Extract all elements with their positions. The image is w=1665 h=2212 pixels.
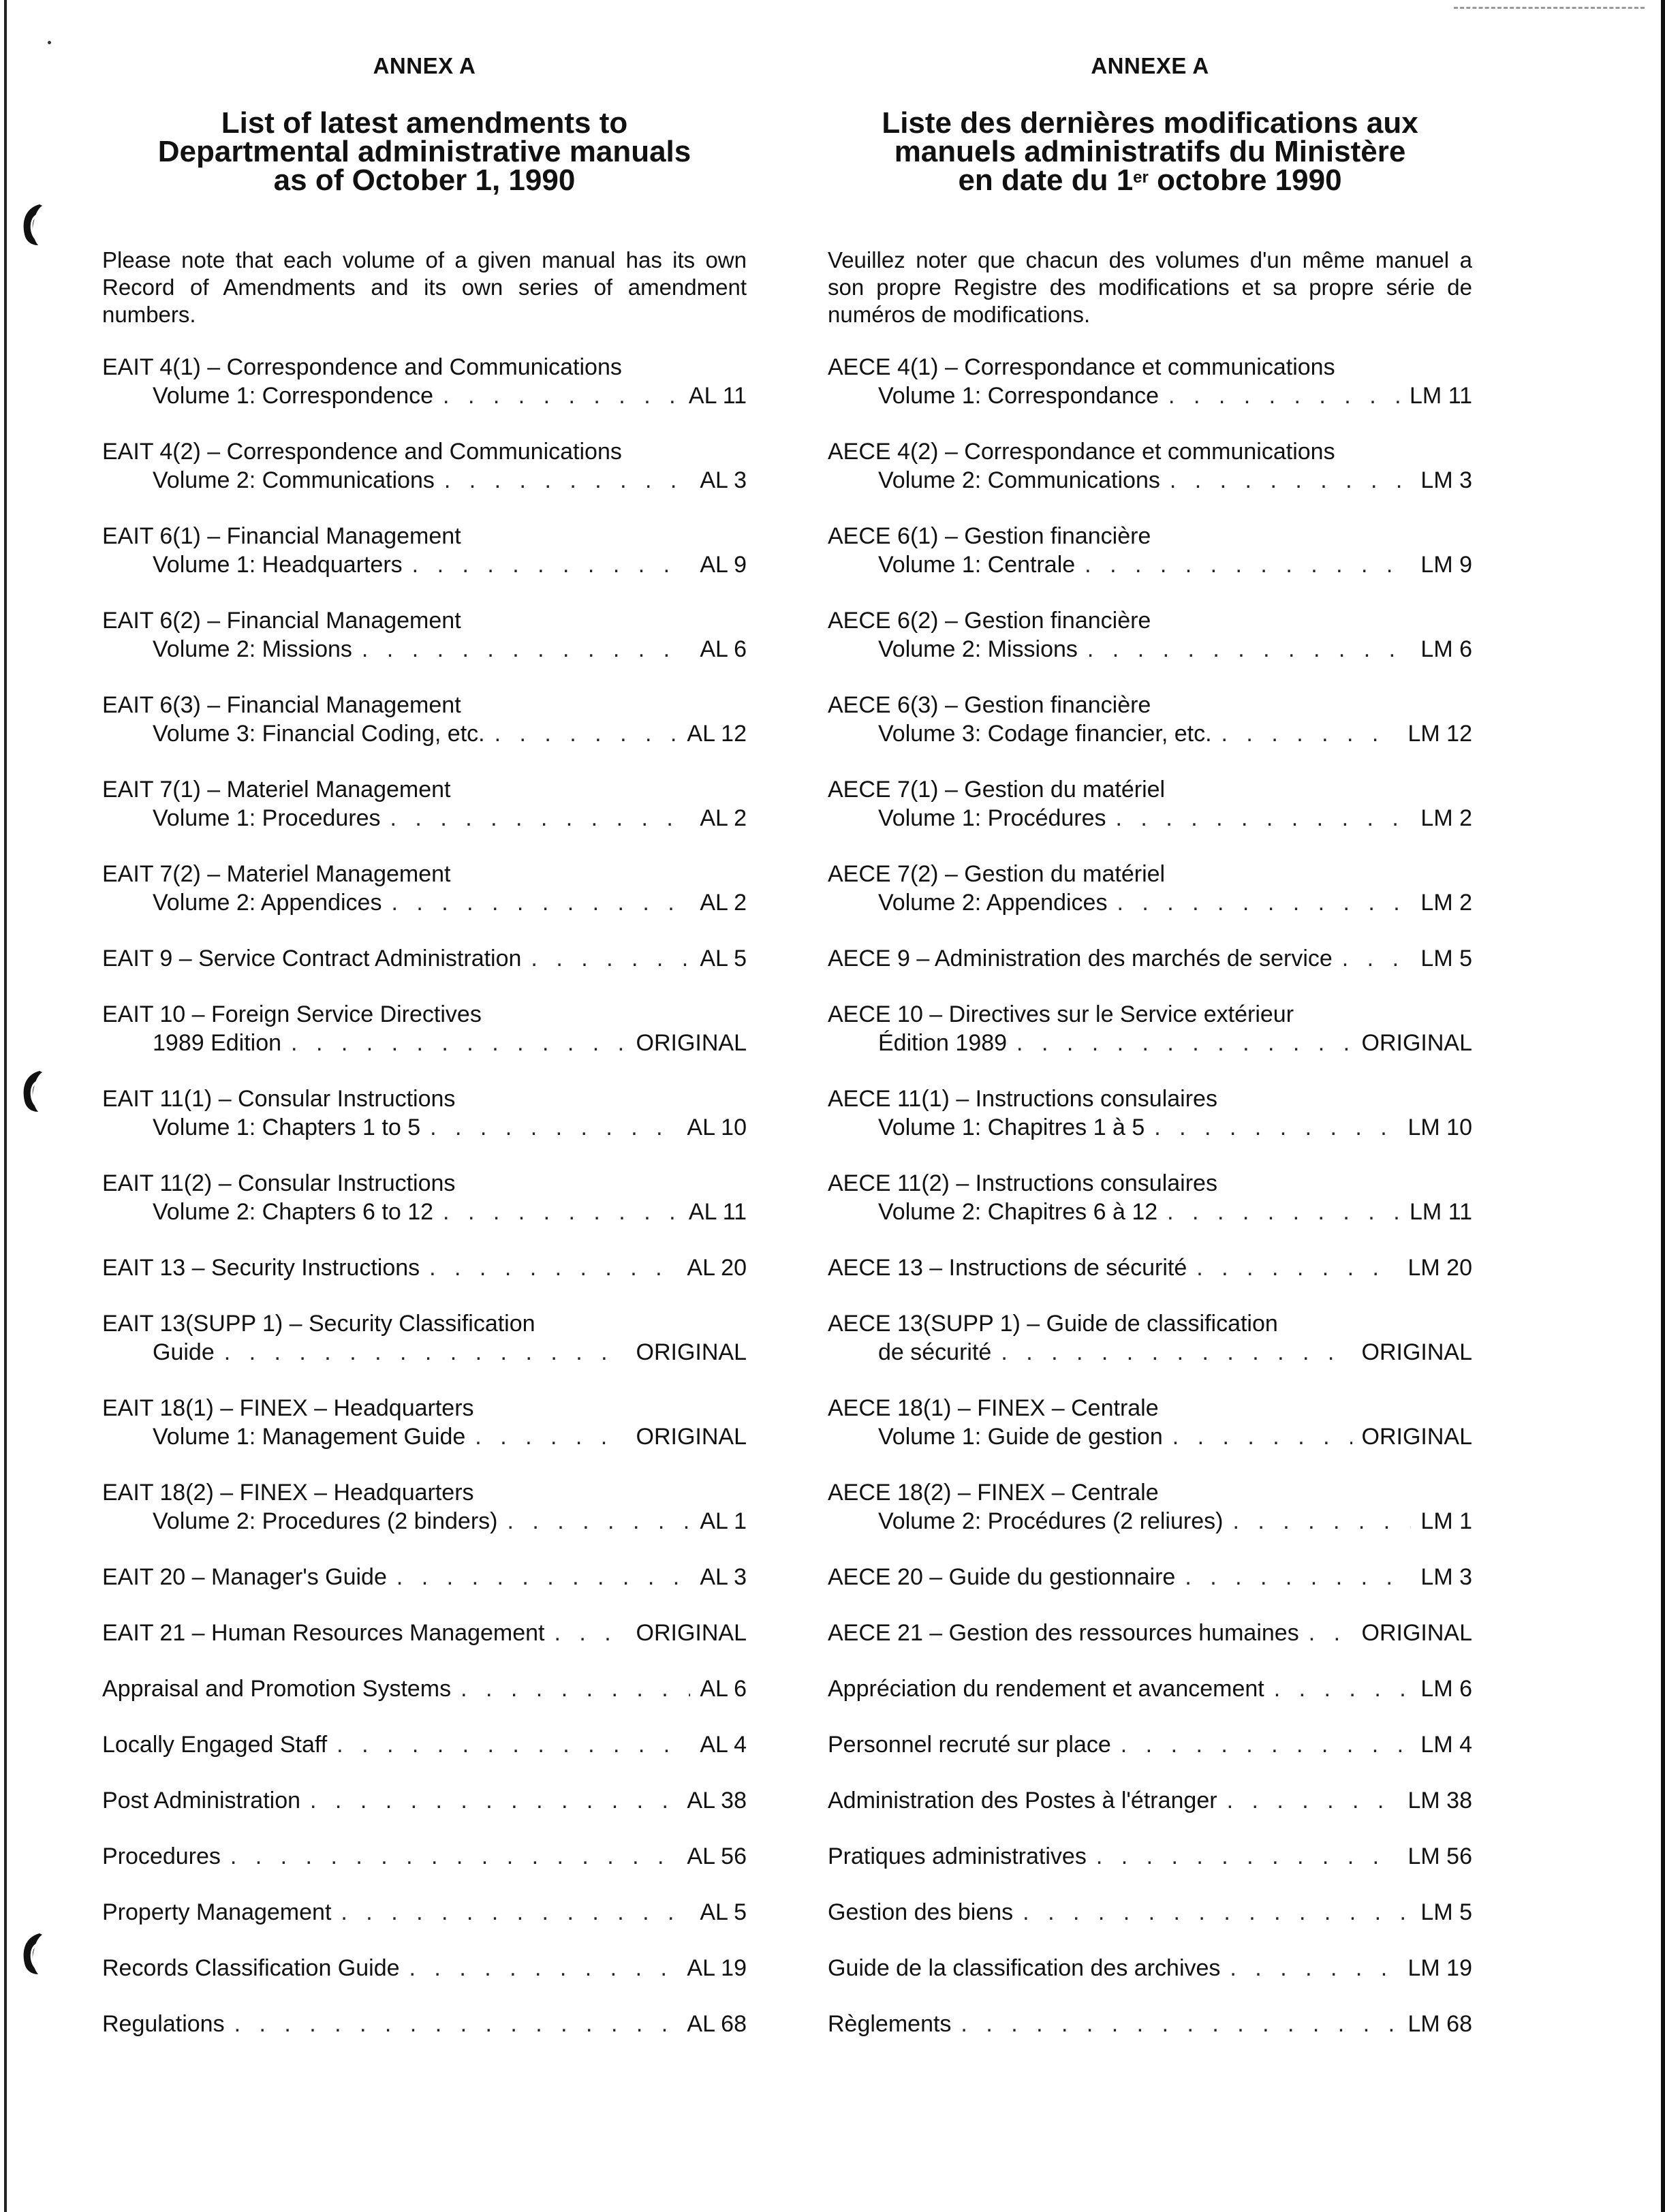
scan-speck (48, 41, 51, 44)
volume-description: Volume 1: Procédures (878, 805, 1106, 831)
volume-description: EAIT 13 – Security Instructions (102, 1255, 420, 1281)
volume-description: AECE 21 – Gestion des ressources humaines (828, 1620, 1299, 1646)
manual-volume-line (828, 2011, 1472, 2038)
volume-description: Procedures (102, 1843, 221, 1869)
binder-hole-icon (19, 1068, 46, 1115)
dot-leader (1274, 1676, 1412, 1702)
amendment-number: LM 3 (1420, 1564, 1472, 1590)
amendment-list (102, 354, 747, 2067)
volume-description: Volume 3: Codage financier, etc. (878, 721, 1212, 747)
volume-description: AECE 20 – Guide du gestionnaire (828, 1564, 1176, 1590)
list-item (828, 523, 1472, 608)
volume-description: 1989 Edition (153, 1030, 282, 1056)
dot-leader (1117, 890, 1411, 916)
volume-description: Personnel recruté sur place (828, 1732, 1111, 1758)
volume-description: Volume 2: Communications (153, 467, 435, 493)
amendment-number: LM 68 (1407, 2011, 1472, 2037)
manual-volume-line (828, 1899, 1472, 1926)
amendment-number: AL 9 (700, 552, 747, 578)
volume-description: Volume 2: Appendices (878, 890, 1108, 916)
dot-leader (531, 946, 690, 972)
list-item (102, 354, 747, 439)
manual-title: EAIT 6(2) – Financial Management (102, 608, 461, 634)
dot-leader (230, 1843, 678, 1870)
amendment-number: LM 10 (1407, 1115, 1472, 1140)
amendment-number: AL 20 (687, 1255, 747, 1281)
manual-volume-line (828, 1732, 1472, 1758)
amendment-number: ORIGINAL (1361, 1620, 1472, 1646)
manual-title: EAIT 4(2) – Correspondence and Communications (102, 439, 622, 465)
manual-volume-line (828, 1199, 1472, 1226)
intro-note: Please note that each volume of a given manual has its own Record of Amendments and its own series of amendment numbers. (102, 247, 747, 327)
volume-description: Gestion des biens (828, 1899, 1014, 1925)
dot-leader (1196, 1255, 1398, 1281)
amendment-number: AL 38 (687, 1788, 747, 1813)
manual-title: AECE 6(3) – Gestion financière (828, 692, 1151, 718)
volume-description: Volume 1: Procedures (153, 805, 381, 831)
manual-volume-line (102, 890, 747, 916)
amendment-number: AL 3 (700, 1564, 747, 1590)
volume-description: de sécurité (878, 1339, 992, 1365)
list-item (828, 777, 1472, 861)
list-item (828, 861, 1472, 946)
manual-volume-line (102, 1676, 747, 1702)
manual-volume-line (828, 890, 1472, 916)
dot-leader (1170, 467, 1412, 494)
amendment-number: ORIGINAL (636, 1339, 747, 1365)
amendment-number: AL 5 (700, 946, 747, 971)
volume-description: Guide (153, 1339, 215, 1365)
manual-volume-line (102, 467, 747, 494)
manual-volume-line (828, 1843, 1472, 1870)
dot-leader (234, 2011, 678, 2038)
amendment-number: LM 3 (1420, 467, 1472, 493)
volume-description: Volume 2: Missions (153, 636, 352, 662)
volume-description: Règlements (828, 2011, 952, 2037)
manual-volume-line (102, 721, 747, 747)
manual-volume-line (828, 1620, 1472, 1647)
dot-leader (443, 383, 679, 409)
amendment-number: LM 6 (1420, 1676, 1472, 1702)
list-item (102, 1170, 747, 1255)
manual-volume-line (102, 1115, 747, 1141)
volume-description: Post Administration (102, 1788, 301, 1813)
dot-leader (1342, 946, 1412, 972)
list-item (828, 1255, 1472, 1311)
volume-description: Édition 1989 (878, 1030, 1008, 1056)
list-item (828, 1676, 1472, 1732)
amendment-number: LM 12 (1407, 721, 1472, 747)
manual-title: AECE 18(2) – FINEX – Centrale (828, 1480, 1159, 1506)
volume-description: Volume 2: Appendices (153, 890, 382, 916)
intro-note: Veuillez noter que chacun des volumes d'un même manuel a son propre Registre des modifications et sa propre série de numéros de modifications. (828, 247, 1472, 327)
manual-volume-line (102, 1424, 747, 1450)
volume-description: EAIT 20 – Manager's Guide (102, 1564, 387, 1590)
volume-description: Volume 2: Communications (878, 467, 1160, 493)
volume-description: Volume 1: Chapitres 1 à 5 (878, 1115, 1145, 1140)
list-item (102, 1311, 747, 1395)
volume-description: Records Classification Guide (102, 1955, 400, 1981)
dot-leader (555, 1620, 627, 1647)
manual-volume-line (828, 552, 1472, 578)
amendment-number: LM 6 (1420, 636, 1472, 662)
dot-leader (1087, 636, 1412, 663)
volume-description: Volume 2: Chapitres 6 à 12 (878, 1199, 1158, 1225)
amendment-number: AL 19 (687, 1955, 747, 1981)
manual-volume-line (828, 1115, 1472, 1141)
list-item (102, 1001, 747, 1086)
list-item (828, 1395, 1472, 1480)
dot-leader (391, 890, 690, 916)
manual-title: EAIT 11(1) – Consular Instructions (102, 1086, 456, 1112)
list-item (828, 354, 1472, 439)
manual-volume-line (828, 1508, 1472, 1535)
manual-volume-line (828, 805, 1472, 832)
amendment-number: AL 2 (700, 805, 747, 831)
dot-leader (443, 1199, 679, 1226)
manual-title: EAIT 10 – Foreign Service Directives (102, 1001, 482, 1027)
amendment-number: ORIGINAL (1361, 1339, 1472, 1365)
volume-description: Locally Engaged Staff (102, 1732, 328, 1758)
amendment-number: LM 2 (1420, 890, 1472, 916)
volume-description: Volume 2: Procédures (2 reliures) (878, 1508, 1224, 1534)
manual-volume-line (102, 805, 747, 832)
manual-volume-line (102, 552, 747, 578)
amendment-number: ORIGINAL (1361, 1424, 1472, 1450)
manual-title: EAIT 7(2) – Materiel Management (102, 861, 451, 887)
manual-volume-line (828, 1339, 1472, 1366)
list-item (828, 1620, 1472, 1676)
title-line: Departmental administrative manuals (157, 135, 691, 168)
dot-leader (1085, 552, 1411, 578)
manual-title: EAIT 7(1) – Materiel Management (102, 777, 451, 803)
volume-description: Volume 2: Procedures (2 binders) (153, 1508, 498, 1534)
manual-title: AECE 18(1) – FINEX – Centrale (828, 1395, 1159, 1421)
list-item (102, 523, 747, 608)
annex-label: ANNEX A (373, 53, 476, 78)
volume-description: Pratiques administratives (828, 1843, 1087, 1869)
amendment-number: AL 4 (700, 1732, 747, 1758)
list-item (828, 692, 1472, 777)
amendment-number: AL 5 (700, 1899, 747, 1925)
manual-volume-line (102, 1339, 747, 1366)
volume-description: EAIT 21 – Human Resources Management (102, 1620, 545, 1646)
list-item (828, 1170, 1472, 1255)
amendment-number: AL 1 (700, 1508, 747, 1534)
page-edge-left (4, 0, 7, 2212)
manual-volume-line (102, 1508, 747, 1535)
list-item (102, 2011, 747, 2067)
manual-volume-line (828, 467, 1472, 494)
list-item (828, 1311, 1472, 1395)
manual-volume-line (828, 1564, 1472, 1591)
dot-leader (1221, 721, 1399, 747)
list-item (102, 1086, 747, 1170)
amendment-number: LM 9 (1420, 552, 1472, 578)
ordinal-suffix: er (1133, 168, 1149, 187)
list-item (102, 946, 747, 1001)
manual-volume-line (102, 1732, 747, 1758)
list-item (102, 1255, 747, 1311)
dot-leader (1001, 1339, 1352, 1366)
dot-leader (1096, 1843, 1399, 1870)
manual-volume-line (102, 1199, 747, 1226)
amendment-number: LM 5 (1420, 946, 1472, 971)
manual-volume-line (102, 636, 747, 663)
dot-leader (362, 636, 690, 663)
manual-volume-line (828, 1030, 1472, 1057)
amendment-number: AL 3 (700, 467, 747, 493)
list-item (828, 1564, 1472, 1620)
manual-title: EAIT 13(SUPP 1) – Security Classification (102, 1311, 535, 1337)
manual-title: EAIT 4(1) – Correspondence and Communications (102, 354, 622, 380)
manual-title: AECE 4(2) – Correspondance et communications (828, 439, 1335, 465)
page-edge-right (1661, 0, 1665, 2212)
dot-leader (1116, 805, 1412, 832)
list-item (102, 1395, 747, 1480)
amendment-number: AL 6 (700, 1676, 747, 1702)
manual-title: EAIT 18(1) – FINEX – Headquarters (102, 1395, 474, 1421)
dot-leader (1023, 1899, 1411, 1926)
page-title (102, 106, 747, 197)
amendment-number: AL 68 (687, 2011, 747, 2037)
title-line (828, 163, 1472, 197)
manual-volume-line (102, 946, 747, 972)
volume-description: Administration des Postes à l'étranger (828, 1788, 1217, 1813)
manual-volume-line (102, 383, 747, 409)
manual-title: AECE 7(2) – Gestion du matériel (828, 861, 1166, 887)
list-item (102, 861, 747, 946)
manual-title: AECE 4(1) – Correspondance et communications (828, 354, 1335, 380)
dot-leader (495, 721, 678, 747)
list-item (102, 692, 747, 777)
dot-leader (412, 552, 691, 578)
manual-title: EAIT 6(3) – Financial Management (102, 692, 461, 718)
dot-leader (1185, 1564, 1411, 1591)
manual-title: AECE 7(1) – Gestion du matériel (828, 777, 1166, 803)
dot-leader (1154, 1115, 1398, 1141)
title-date-prefix: en date du 1 (958, 163, 1134, 197)
manual-volume-line (102, 1843, 747, 1870)
dot-leader (1227, 1788, 1399, 1814)
amendment-number: AL 11 (688, 1199, 747, 1225)
volume-description: AECE 13 – Instructions de sécurité (828, 1255, 1187, 1281)
dot-leader (1230, 1955, 1398, 1982)
volume-description: Volume 1: Headquarters (153, 552, 403, 578)
manual-volume-line (828, 1955, 1472, 1982)
list-item (102, 1676, 747, 1732)
amendment-number: ORIGINAL (636, 1424, 747, 1450)
list-item (828, 1480, 1472, 1564)
volume-description: Volume 1: Guide de gestion (878, 1424, 1163, 1450)
dot-leader (444, 467, 690, 494)
list-item (102, 439, 747, 523)
dot-leader (224, 1339, 627, 1366)
title-line: manuels administratifs du Ministère (894, 135, 1406, 168)
list-item (828, 1001, 1472, 1086)
annex-label: ANNEXE A (1091, 53, 1209, 78)
volume-description: Regulations (102, 2011, 225, 2037)
dot-leader (507, 1508, 690, 1535)
list-item (102, 1955, 747, 2011)
manual-volume-line (102, 1788, 747, 1814)
dot-leader (475, 1424, 626, 1450)
manual-volume-line (828, 946, 1472, 972)
scan-artifact-dash (1454, 7, 1645, 9)
manual-volume-line (102, 1030, 747, 1057)
list-item (102, 1843, 747, 1899)
dot-leader (396, 1564, 690, 1591)
list-item (828, 608, 1472, 692)
amendment-number: ORIGINAL (1361, 1030, 1472, 1056)
list-item (102, 1480, 747, 1564)
title-line: as of October 1, 1990 (273, 163, 576, 197)
dot-leader (961, 2011, 1398, 2038)
list-item (828, 1899, 1472, 1955)
dot-leader (1016, 1030, 1352, 1057)
volume-description: Volume 1: Correspondance (878, 383, 1160, 409)
manual-volume-line (828, 383, 1472, 409)
dot-leader (1121, 1732, 1412, 1758)
dot-leader (1168, 383, 1400, 409)
list-item (828, 1843, 1472, 1899)
amendment-number: AL 12 (687, 721, 747, 747)
list-item (828, 1955, 1472, 2011)
amendment-number: LM 2 (1420, 805, 1472, 831)
manual-volume-line (102, 1255, 747, 1281)
volume-description: Volume 2: Chapters 6 to 12 (153, 1199, 434, 1225)
volume-description: Volume 1: Chapters 1 to 5 (153, 1115, 421, 1140)
manual-volume-line (828, 1424, 1472, 1450)
list-item (102, 608, 747, 692)
amendment-number: ORIGINAL (636, 1620, 747, 1646)
manual-volume-line (828, 721, 1472, 747)
volume-description: AECE 9 – Administration des marchés de service (828, 946, 1333, 971)
amendment-number: LM 20 (1407, 1255, 1472, 1281)
volume-description: Property Management (102, 1899, 332, 1925)
page-title (828, 106, 1472, 197)
amendment-number: AL 6 (700, 636, 747, 662)
amendment-number: LM 5 (1420, 1899, 1472, 1925)
dot-leader (461, 1676, 690, 1702)
list-item (102, 1899, 747, 1955)
manual-volume-line (102, 2011, 747, 2038)
manual-title: EAIT 11(2) – Consular Instructions (102, 1170, 456, 1196)
amendment-number: AL 10 (687, 1115, 747, 1140)
manual-title: AECE 11(1) – Instructions consulaires (828, 1086, 1217, 1112)
manual-volume-line (828, 1788, 1472, 1814)
volume-description: Appraisal and Promotion Systems (102, 1676, 452, 1702)
title-line: Liste des dernières modifications aux (882, 106, 1418, 140)
manual-volume-line (102, 1899, 747, 1926)
list-item (102, 1788, 747, 1843)
manual-volume-line (102, 1620, 747, 1647)
dot-leader (337, 1732, 690, 1758)
volume-description: Volume 1: Correspondence (153, 383, 434, 409)
volume-description: Volume 1: Management Guide (153, 1424, 466, 1450)
manual-volume-line (828, 636, 1472, 663)
volume-description: EAIT 9 – Service Contract Administration (102, 946, 522, 971)
amendment-list (828, 354, 1472, 2067)
manual-title: AECE 6(2) – Gestion financière (828, 608, 1151, 634)
list-item (828, 2011, 1472, 2067)
volume-description: Volume 3: Financial Coding, etc. (153, 721, 485, 747)
amendment-number: ORIGINAL (636, 1030, 747, 1056)
manual-title: AECE 10 – Directives sur le Service extérieur (828, 1001, 1294, 1027)
manual-volume-line (102, 1955, 747, 1982)
amendment-number: LM 38 (1407, 1788, 1472, 1813)
volume-description: Volume 1: Centrale (878, 552, 1076, 578)
amendment-number: LM 11 (1410, 383, 1472, 409)
list-item (102, 777, 747, 861)
manual-volume-line (828, 1255, 1472, 1281)
dot-leader (310, 1788, 677, 1814)
dot-leader (390, 805, 691, 832)
list-item (102, 1620, 747, 1676)
list-item (828, 439, 1472, 523)
amendment-number: AL 11 (688, 383, 747, 409)
binder-hole-icon (19, 1931, 46, 1977)
manual-title: EAIT 6(1) – Financial Management (102, 523, 461, 549)
dot-leader (1309, 1620, 1352, 1647)
amendment-number: LM 19 (1407, 1955, 1472, 1981)
volume-description: Appréciation du rendement et avancement (828, 1676, 1264, 1702)
list-item (828, 1732, 1472, 1788)
amendment-number: LM 1 (1420, 1508, 1472, 1534)
binder-hole-icon (19, 202, 46, 248)
manual-title: AECE 11(2) – Instructions consulaires (828, 1170, 1217, 1196)
list-item (828, 1788, 1472, 1843)
manual-volume-line (102, 1564, 747, 1591)
dot-leader (291, 1030, 626, 1057)
amendment-number: LM 11 (1410, 1199, 1472, 1225)
dot-leader (409, 1955, 678, 1982)
list-item (102, 1732, 747, 1788)
list-item (828, 946, 1472, 1001)
dot-leader (1167, 1199, 1400, 1226)
dot-leader (341, 1899, 690, 1926)
volume-description: Volume 2: Missions (878, 636, 1078, 662)
title-line: List of latest amendments to (221, 106, 628, 140)
list-item (828, 1086, 1472, 1170)
dot-leader (430, 1115, 677, 1141)
list-item (102, 1564, 747, 1620)
dot-leader (1232, 1508, 1411, 1535)
manual-title: AECE 13(SUPP 1) – Guide de classification (828, 1311, 1278, 1337)
dot-leader (1172, 1424, 1352, 1450)
amendment-number: LM 4 (1420, 1732, 1472, 1758)
amendment-number: AL 56 (687, 1843, 747, 1869)
title-date-tail: octobre 1990 (1148, 163, 1342, 197)
manual-title: AECE 6(1) – Gestion financière (828, 523, 1151, 549)
amendment-number: AL 2 (700, 890, 747, 916)
volume-description: Guide de la classification des archives (828, 1955, 1221, 1981)
manual-volume-line (828, 1676, 1472, 1702)
manual-title: EAIT 18(2) – FINEX – Headquarters (102, 1480, 474, 1506)
amendment-number: LM 56 (1407, 1843, 1472, 1869)
dot-leader (429, 1255, 677, 1281)
